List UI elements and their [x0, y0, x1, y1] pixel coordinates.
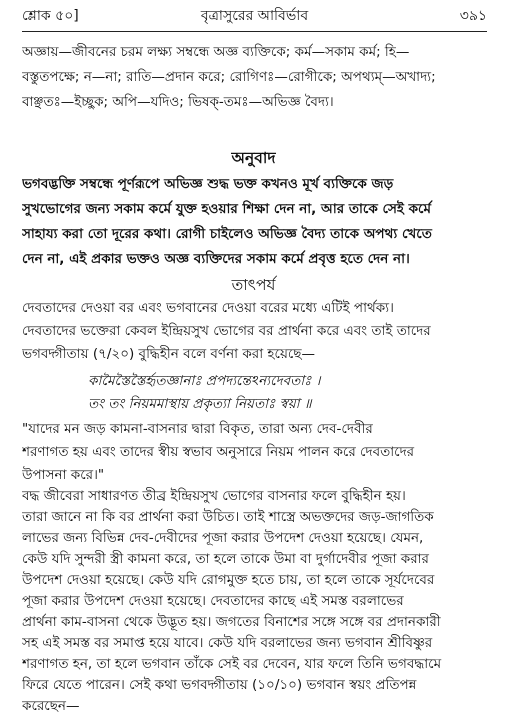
- verse-translation-line: উপাসনা করে।": [22, 467, 105, 483]
- purport-body-line: প্রার্থনা কাম-বাসনা থেকে উদ্ভূত হয়। জগতের বিনাশের সঙ্গে সঙ্গে বর প্রদানকারী: [22, 614, 441, 630]
- purport-body-line: সহ এই সমস্ত বর সমাপ্ত হয়ে যাবে। কেউ যদি বরলাভের জন্য ভগবান শ্রীবিষ্ণুর: [22, 635, 433, 651]
- verse-translation-line: শরণাগত হয় এবং তাদের স্বীয় স্বভাব অনুসারে নিয়ম পালন করে দেবতাদের: [22, 444, 415, 460]
- translation-line: ভগবদ্ভক্তি সম্বন্ধে পূর্ণরূপে অভিজ্ঞ শুদ্ধ ভক্ত কখনও মূর্খ ব্যক্তিকে জড়: [22, 176, 394, 192]
- header-divider: [22, 31, 487, 32]
- purport-body-line: পূজা করার উপদেশ দেওয়া হয়েছে। দেবতাদের কাছে এই সমস্ত বরলাভের: [22, 593, 404, 609]
- purport-line: ভগবদ্গীতায় (৭/২০) বুদ্ধিহীন বলে বর্ণনা করা হয়েছে—: [22, 346, 316, 362]
- page-header: [22, 4, 487, 28]
- purport-body-line: করেছেন—: [22, 698, 80, 714]
- verse-line: কামৈস্তৈস্তৈর্হৃতজ্ঞানাঃ প্রপদ্যন্তেঽন্যদেবতাঃ ।: [88, 373, 321, 389]
- purport-body-line: উপদেশ দেওয়া হয়েছে। কেউ যদি রোগমুক্ত হতে চায়, তা হলে তাকে সূর্যদেবের: [22, 572, 435, 588]
- purport-body-line: কেউ যদি সুন্দরী স্ত্রী কামনা করে, তা হলে তাকে উমা বা দুর্গাদেবীর পূজা করার: [22, 551, 429, 567]
- synonyms-line: বস্তুতপক্ষে; ন—না; রাতি—প্রদান করে; রোগিণঃ—রোগীকে; অপথ্যম্—অখাদ্য;: [22, 69, 436, 85]
- purport-heading: তাৎপর্য: [231, 276, 276, 294]
- purport-body: [22, 486, 487, 717]
- translation-block: [22, 172, 487, 272]
- purport-body-line: ফিরে যেতে পারেন। সেই কথা ভগবদ্গীতায় (১০/১০) ভগবান স্বয়ং প্রতিপন্ন: [22, 677, 417, 693]
- verse-line: তং তং নিয়মমাস্থায় প্রকৃত্যা নিয়তাঃ স্বয়া ॥: [88, 396, 312, 412]
- chapter-title: বৃত্রাসুরের আবির্ভাব: [200, 8, 309, 24]
- verse-reference: শ্লোক ৫০]: [22, 8, 79, 24]
- synonyms-line: বাঞ্ছতঃ—ইচ্ছুক; অপি—যদিও; ভিষক্-তমঃ—অভিজ্ঞ বৈদ্য।: [22, 94, 334, 110]
- verse-translation-line: "যাদের মন জড় কামনা-বাসনার দ্বারা বিকৃত, তারা অন্য দেব-দেবীর: [22, 421, 373, 437]
- purport-body-line: লাভের জন্য বিভিন্ন দেব-দেবীদের পূজা করার উপদেশ দেওয়া হয়েছে। যেমন,: [22, 530, 424, 546]
- purport-intro: [22, 297, 487, 366]
- purport-body-line: শরণাগত হন, তা হলে ভগবান তাঁকে সেই বর দেবেন, যার ফলে তিনি ভগবদ্ধামে: [22, 656, 442, 672]
- synonyms-line: অজ্ঞায়—জীবনের চরম লক্ষ্য সম্বন্ধে অজ্ঞ ব্যক্তিকে; কর্ম—সকাম কর্ম; হি—: [22, 44, 410, 60]
- translation-line: সাহায্য করা তো দূরের কথা। রোগী চাইলেও অভিজ্ঞ বৈদ্য তাকে অপথ্য খেতে: [22, 226, 432, 242]
- purport-body-line: বদ্ধ জীবেরা সাধারণত তীব্র ইন্দ্রিয়সুখ ভোগের বাসনার ফলে বুদ্ধিহীন হয়।: [22, 488, 406, 504]
- page-number: ৩৯১: [459, 8, 487, 24]
- purport-body-line: তারা জানে না কি বর প্রার্থনা করা উচিত। তাই শাস্ত্রে অভক্তদের জড়-জাগতিক: [22, 509, 434, 525]
- purport-line: দেবতাদের ভক্তেরা কেবল ইন্দ্রিয়সুখ ভোগের বর প্রার্থনা করে এবং তাই তাদের: [22, 323, 431, 339]
- synonyms-block: [22, 40, 487, 115]
- verse-translation: [22, 418, 487, 487]
- gita-verse: [88, 370, 487, 416]
- purport-line: দেবতাদের দেওয়া বর এবং ভগবানের দেওয়া বরের মধ্যে এটিই পার্থক্য।: [22, 300, 394, 316]
- translation-heading: অনুবাদ: [231, 149, 276, 167]
- translation-line: দেন না, এই প্রকার ভক্তও অজ্ঞ ব্যক্তিদের সকাম কর্মে প্রবৃত্ত হতে দেন না।: [22, 251, 410, 267]
- translation-line: সুখভোগের জন্য সকাম কর্মে যুক্ত হওয়ার শিক্ষা দেন না, আর তাকে সেই কর্মে: [22, 201, 431, 217]
